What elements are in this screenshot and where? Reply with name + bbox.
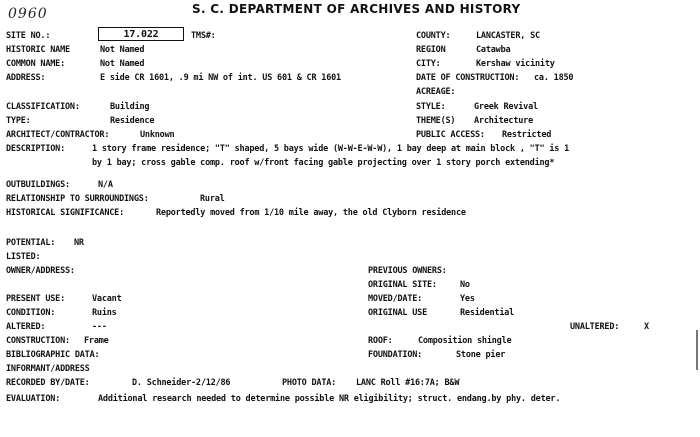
- tms-label: TMS#:: [191, 31, 216, 41]
- previous-owners-label: PREVIOUS OWNERS:: [368, 266, 447, 276]
- description-line-2: by 1 bay; cross gable comp. roof w/front facing gable projecting over 1 story porch extending*: [92, 158, 555, 168]
- condition-value: Ruins: [92, 308, 117, 318]
- photo-data-value: LANC Roll #16:7A; B&W: [356, 378, 460, 388]
- altered-label: ALTERED:: [6, 322, 46, 332]
- recorded-by-label: RECORDED BY/DATE:: [6, 378, 90, 388]
- scan-edge-mark: [696, 330, 698, 370]
- historical-significance-label: HISTORICAL SIGNIFICANCE:: [6, 208, 125, 218]
- historic-name-label: HISTORIC NAME: [6, 45, 70, 55]
- date-of-construction-value: ca. 1850: [534, 73, 574, 83]
- themes-label: THEME(S): [416, 116, 456, 126]
- architect-value: Unknown: [140, 130, 175, 140]
- outbuildings-label: OUTBUILDINGS:: [6, 180, 70, 190]
- evaluation-label: EVALUATION:: [6, 394, 61, 404]
- owner-address-label: OWNER/ADDRESS:: [6, 266, 75, 276]
- common-name-value: Not Named: [100, 59, 145, 69]
- present-use-value: Vacant: [92, 294, 122, 304]
- outbuildings-value: N/A: [98, 180, 113, 190]
- bibliographic-data-label: BIBLIOGRAPHIC DATA:: [6, 350, 100, 360]
- city-value: Kershaw vicinity: [476, 59, 555, 69]
- unaltered-value: X: [644, 322, 649, 332]
- page-title: S. C. DEPARTMENT OF ARCHIVES AND HISTORY: [192, 2, 521, 16]
- common-name-label: COMMON NAME:: [6, 59, 66, 69]
- unaltered-label: UNALTERED:: [570, 322, 620, 332]
- construction-value: Frame: [84, 336, 109, 346]
- site-no-label: SITE NO.:: [6, 31, 51, 41]
- original-site-label: ORIGINAL SITE:: [368, 280, 437, 290]
- evaluation-value: Additional research needed to determine possible NR eligibility; struct. endang.by phy. deter.: [98, 394, 561, 404]
- architect-label: ARCHITECT/CONTRACTOR:: [6, 130, 110, 140]
- informant-address-label: INFORMANT/ADDRESS: [6, 364, 90, 374]
- type-value: Residence: [110, 116, 155, 126]
- original-use-label: ORIGINAL USE: [368, 308, 428, 318]
- classification-value: Building: [110, 102, 150, 112]
- acreage-label: ACREAGE:: [416, 87, 456, 97]
- foundation-label: FOUNDATION:: [368, 350, 423, 360]
- potential-value: NR: [74, 238, 84, 248]
- foundation-value: Stone pier: [456, 350, 506, 360]
- moved-date-label: MOVED/DATE:: [368, 294, 423, 304]
- present-use-label: PRESENT USE:: [6, 294, 66, 304]
- style-value: Greek Revival: [474, 102, 538, 112]
- historical-significance-value: Reportedly moved from 1/10 mile away, the old Clyborn residence: [156, 208, 466, 218]
- roof-value: Composition shingle: [418, 336, 512, 346]
- relationship-label: RELATIONSHIP TO SURROUNDINGS:: [6, 194, 149, 204]
- region-label: REGION: [416, 45, 446, 55]
- date-of-construction-label: DATE OF CONSTRUCTION:: [416, 73, 520, 83]
- handwritten-number: 0960: [8, 6, 48, 22]
- altered-value: ---: [92, 322, 107, 332]
- city-label: CITY:: [416, 59, 441, 69]
- site-no-box: 17.022: [98, 27, 184, 41]
- moved-date-value: Yes: [460, 294, 475, 304]
- recorded-by-value: D. Schneider-2/12/86: [132, 378, 231, 388]
- description-label: DESCRIPTION:: [6, 144, 66, 154]
- relationship-value: Rural: [200, 194, 225, 204]
- condition-label: CONDITION:: [6, 308, 56, 318]
- original-site-value: No: [460, 280, 470, 290]
- construction-label: CONSTRUCTION:: [6, 336, 70, 346]
- public-access-value: Restricted: [502, 130, 552, 140]
- potential-label: POTENTIAL:: [6, 238, 56, 248]
- county-label: COUNTY:: [416, 31, 451, 41]
- themes-value: Architecture: [474, 116, 534, 126]
- listed-label: LISTED:: [6, 252, 41, 262]
- county-value: LANCASTER, SC: [476, 31, 540, 41]
- type-label: TYPE:: [6, 116, 31, 126]
- original-use-value: Residential: [460, 308, 515, 318]
- roof-label: ROOF:: [368, 336, 393, 346]
- address-value: E side CR 1601, .9 mi NW of int. US 601 & CR 1601: [100, 73, 341, 83]
- region-value: Catawba: [476, 45, 511, 55]
- style-label: STYLE:: [416, 102, 446, 112]
- historic-name-value: Not Named: [100, 45, 145, 55]
- address-label: ADDRESS:: [6, 73, 46, 83]
- classification-label: CLASSIFICATION:: [6, 102, 80, 112]
- public-access-label: PUBLIC ACCESS:: [416, 130, 485, 140]
- photo-data-label: PHOTO DATA:: [282, 378, 337, 388]
- description-line-1: 1 story frame residence; "T" shaped, 5 bays wide (W-W-E-W-W), 1 bay deep at main block , "T" is 1: [92, 144, 569, 154]
